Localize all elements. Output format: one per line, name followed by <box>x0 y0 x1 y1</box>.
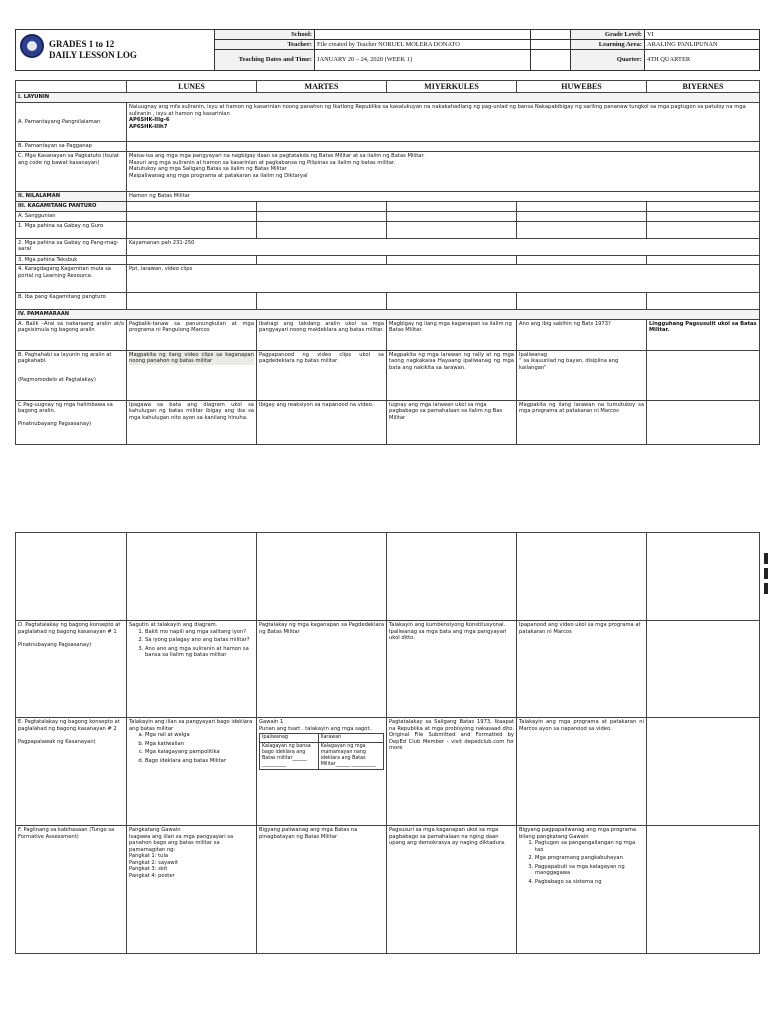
paghahabi-martes: Pagpapanood ng video clips ukol sa pagdedeklara ng batas militar <box>257 350 387 400</box>
pag-uugnay-miyerkules: Iugnay ang mga larawan ukol sa mga pagbabago sa pamahalaan sa ilalim ng Bas Militar <box>387 400 517 444</box>
paglinang-line: Pangkat 1: tula <box>129 853 169 859</box>
header-logo-cell <box>16 30 215 71</box>
bagong-konsepto-1-martes: Pagtalakay ng mga kaganapan sa Pagdedeklara ng Batas Militar <box>257 621 387 718</box>
page-edge-mark <box>764 553 768 564</box>
section-kagamitan: III. KAGAMITANG PANTURO <box>16 202 127 212</box>
pangyayari-intro: Talakayin ang iilan sa pangyayari bago ideklara ang batas militar <box>129 719 253 732</box>
bagong-konsepto-1-lunes <box>127 621 257 718</box>
grade-level-value: VI <box>645 30 760 40</box>
learning-area-label: Learning Area: <box>571 40 645 50</box>
row-label-balik-aral: A. Balik –Aral sa nakaraang aralin at/o pagsisimula ng bagong aralin <box>16 319 127 350</box>
school-value <box>315 30 531 40</box>
pag-uugnay-lunes: Ipagawa sa bata ang diagram ukol sa kahulugan ng batas militar ibigay ang iba sa mga kahulugan nito ayon sa kanilang hinuha. <box>127 400 257 444</box>
quarter-value: 4TH QUARTER <box>645 50 760 71</box>
paghahabi-lunes-cell <box>127 350 257 400</box>
section-layunin: I. LAYUNIN <box>16 93 760 103</box>
kasanayan-line: Matutukoy ang mga Saligang Batas sa ilalim ng Batas Militar <box>129 166 287 172</box>
gabay-mag-aaral-text: Kayamanan pah 231-250 <box>127 238 760 255</box>
row-label-bagong-konsepto-1 <box>16 621 127 718</box>
chart-col-ilarawan: Ilarawan <box>318 734 383 743</box>
paglinang-line: Pangkat 3: skit <box>129 866 168 872</box>
log-title <box>49 39 137 61</box>
diagram-question: 3. Ano ano ang mga suliranin at hamon sa bansa sa ilalim ng batas militar <box>145 646 254 659</box>
diagram-intro: Sagutin at talakayin ang diagram. <box>129 622 218 628</box>
day-header-martes: MARTES <box>257 81 387 93</box>
kasanayan-content <box>127 152 760 192</box>
title-line-1: GRADES 1 to 12 <box>49 39 115 49</box>
bagong-konsepto-1-huwebes: Ipapanood ang video ukol sa mga programa at patakaran ni Marcos <box>517 621 647 718</box>
row-label-sanggunian: A. Sanggunian <box>16 212 127 222</box>
paghahabi-lunes: Magpakita ng ilang video clips sa kaganapan noong panahon ng batas militar <box>129 351 254 364</box>
bagong-konsepto-1-label: D. Pagtatalakay ng bagong konsepto at paglalahad ng bagong kasanayan # 1 <box>18 622 121 635</box>
competency-code-2: AP6SHK-IIIh7 <box>129 123 168 130</box>
chart-cell-kalagayan-bansa: Kalagayan ng bansa bago ideklara ang Batas militar______ __________ <box>260 743 319 770</box>
paglinang-line: Isagawa ang iilan sa mga pangyayari sa panahon bago ang batas militar sa pamamagitan ng: <box>129 833 234 853</box>
paghahabi-huwebes-1: Ipaliwanag <box>519 351 548 358</box>
pag-uugnay-label: C.Pag-uugnay ng mga halimbawa sa bagong aralin. <box>18 401 113 414</box>
programa-item: 4. Pagbabago sa sistema ng <box>535 879 644 886</box>
bagong-konsepto-2-huwebes: Talakayin ang mga programa at patakaran ni Marcos ayon sa napanood sa video. <box>517 718 647 826</box>
section-pamamaraan: IV. PAMAMARAAN <box>16 310 760 320</box>
lesson-log-table-page-2 <box>15 532 760 954</box>
nilalaman-text: Hamon ng Batas Militar <box>127 192 760 202</box>
row-label-kasanayan: C. Mga Kasanayan sa Pagkatuto (Isulat ang code ng bawat kasanayan) <box>16 152 127 192</box>
row-label-iba-pang-kagamitan: B. Iba pang Kagamitang pangturo <box>16 293 127 310</box>
paghahabi-label: B. Paghahabi sa layunin ng aralin at pagkahabi. <box>18 351 112 364</box>
balik-aral-lunes: Pagbalik-tanaw sa panunungkulan at mga programa ni Pangulong Marcos <box>127 319 257 350</box>
kasanayan-line: Masuri ang mga suliranin at hamon sa kasarinlan at pagkabansa ng Pilipinas sa ilalim ng batas militar. <box>129 159 396 166</box>
diagram-question: 2. Sa iyong palagay ano ang batas militar? <box>145 637 254 644</box>
page-edge-mark <box>764 583 768 594</box>
programa-item: 3. Pagpapabuti sa mga kalagayan ng manggagawa <box>535 864 644 877</box>
school-label: School: <box>215 30 315 40</box>
diagram-question: 1. Bakit mo napili ang mga salitang iyon? <box>145 629 254 636</box>
balik-aral-miyerkules: Magbigay ng ilang mga kaganapan sa ilalim ng Batas Militar. <box>387 319 517 350</box>
programa-item: 2. Mga programang pangkabuhayan <box>535 855 644 862</box>
row-label-gabay-mag-aaral: 2. Mga pahina sa Gabay ng Pang-mag-aaral <box>16 238 127 255</box>
paglinang-line: Pangkatang Gawain <box>129 827 181 833</box>
teacher-label: Teacher: <box>215 40 315 50</box>
kasanayan-line: Maipaliwanag ang mga programa at patakaran sa ilalim ng Diktaryal <box>129 172 308 179</box>
teaching-dates-value: JANUARY 20 – 24, 2020 (WEEK 1) <box>315 50 531 71</box>
quarter-label: Quarter: <box>571 50 645 71</box>
paglinang-lunes <box>127 826 257 954</box>
bagong-konsepto-2-martes <box>257 718 387 826</box>
bagong-konsepto-1-sublabel: Pinatnubayang Pagsasanay) <box>18 642 92 648</box>
teaching-dates-label: Teaching Dates and Time: <box>215 50 315 71</box>
row-label-paglinang: F. Paglinang sa kabihasaan (Tungo sa Formative Assessment) <box>16 826 127 954</box>
kasanayan-line: Maisa-isa ang mga mga pangyayari na nagbigay daan sa pagtatakda ng Batas Militar at sa ilalim ng Batas Militar. <box>129 153 425 159</box>
pangyayari-item: b. Mga katiwalian <box>145 741 254 748</box>
paglinang-line: Pangkat 4: poster <box>129 872 175 879</box>
pangyayari-item: d. Bago ideklara ang batas Militar <box>145 758 254 765</box>
day-header-huwebes: HUWEBES <box>517 81 647 93</box>
bagong-konsepto-2-lunes <box>127 718 257 826</box>
paghahabi-huwebes-2: ” sa ikauunlad ng bayan, disiplina ang kailangan” <box>519 358 619 371</box>
bagong-konsepto-2-label: E. Pagtatalakay ng bagong konsepto at paglalahad ng bagong kasanayan # 2 <box>18 719 120 732</box>
row-label-pamantayan-pagganap: B. Pamantayan sa Pagganap <box>16 142 127 152</box>
karagdagang-kagamitan-text: Ppt, larawan, video clips <box>127 265 760 293</box>
pangyayari-item: c. Mga kalagayang pampolitika <box>145 749 254 756</box>
row-label-bagong-konsepto-2 <box>16 718 127 826</box>
row-label-paghahabi <box>16 350 127 400</box>
row-label-teksbuk: 3. Mga pahina Teksbuk <box>16 255 127 265</box>
row-label-pag-uugnay <box>16 400 127 444</box>
section-nilalaman: II. NILALAMAN <box>16 192 127 202</box>
balik-aral-huwebes: Ano ang ibig sabihin ng Bats 1973? <box>517 319 647 350</box>
title-line-2: DAILY LESSON LOG <box>49 50 137 60</box>
competency-code-1: AP6SHK-IIIg-6 <box>129 117 170 123</box>
programa-item: 1. Pagtugon sa pangangailangan ng mga tao <box>535 840 644 853</box>
paglinang-huwebes <box>517 826 647 954</box>
day-header-miyerkules: MIYERKULES <box>387 81 517 93</box>
bagong-konsepto-2-sublabel: Pagpapalawak ng Kasanayan) <box>18 739 96 745</box>
paglinang-miyerkules: Pagsusuri sa mga kaganapan ukol sa mga pagbabago sa pamahalaan na nging daan upang ang demokrasya ay naging diktadura. <box>387 826 517 954</box>
balik-aral-martes: Ibahagi ang takdang aralin ukol sa mga pangyayari noong maideklara ang batas militar. <box>257 319 387 350</box>
teacher-value: File created by Teacher NORUEL MOLERA DONATO <box>315 40 531 50</box>
header-table <box>15 29 760 71</box>
paglinang-huwebes-intro: Bigyang pagpapaliwanag ang mga programa bilang pangkatang Gawain <box>519 827 637 840</box>
row-label-pamantayang-pangnilalaman: A. Pamantayang Pangnilalaman <box>16 103 127 142</box>
bagong-konsepto-2-miyerkules: Pagtatalakay sa Saligang Batas 1973, Ikaapat na Republika at mga probisyong nakasaad dito. Original File Submitted and Formatted by DepEd Club Member - visit depedclub.com for more <box>387 718 517 826</box>
page-edge-mark <box>764 568 768 579</box>
pag-uugnay-sublabel: Pinatnubayang Pagsasanay) <box>18 420 92 427</box>
paghahabi-miyerkules: Magpakita ng mga larawan ng rally at ng mga taong nagkakaisa Hayaang ipaliwanag ng mga bata ang nakikita sa larawan. <box>387 350 517 400</box>
chart-cell-kalagayan-mamamayan: Kalagayan ng mga mamamayan nang ideklara ang Batas Militar______ __________ <box>318 743 383 770</box>
pamantayang-text: Naiuugnay ang mfa suliranin, isyu at hamon ng kasarinlan noong panahon ng Ikatlong Republika sa kasalukuyan na nakakahadlang ng pag-unlad ng bansa Nakapabibigay ng sariling pananaw tungkol sa mga pagtugon sa patuloy na mga suliranin , isyu at hamon ng kasarinlan <box>129 104 746 117</box>
row-label-gabay-guro: 1. Mga pahina sa Gabay ng Guro <box>16 221 127 238</box>
paglinang-martes: Bigyang paliwanag ang mga Batas na pinagbatayan ng Batas Militar <box>257 826 387 954</box>
pag-uugnay-martes: Ibigay ang reaksiyon sa napanood na video. <box>257 400 387 444</box>
pangyayari-item: a. Mga rali at welga <box>145 732 254 739</box>
learning-area-value: ARALING PANLIPUNAN <box>645 40 760 50</box>
paglinang-line: Pangkat 2: sayawit <box>129 859 178 866</box>
lesson-log-table-page-1 <box>15 80 760 445</box>
gawain-chart <box>259 733 384 770</box>
gawain-intro: Punan ang tsart . talakayin ang mga sagot. <box>259 725 372 732</box>
deped-seal-icon <box>20 34 44 58</box>
grade-level-label: Grade Level: <box>571 30 645 40</box>
balik-aral-biyernes: Lingguhang Pagsusulit ukol sa Batas Militar. <box>647 319 760 350</box>
pag-uugnay-huwebes: Magpakita ng ilang larawan na tumutukoy sa mga programa at patakaran ni Marcos <box>517 400 647 444</box>
day-header-lunes: LUNES <box>127 81 257 93</box>
row-label-karagdagang-kagamitan: 4. Karagdagang Kagamitan mula sa portal ng Learning Resource. <box>16 265 127 293</box>
day-header-biyernes: BIYERNES <box>647 81 760 93</box>
bagong-konsepto-1-miyerkules: Talakayin ang kumbensiyong Konstitusyonal. Ipaliwanag sa mga bata ang mga pangyayari ukol ditto. <box>387 621 517 718</box>
gawain-title: Gawain 1 <box>259 719 284 725</box>
chart-col-ipaliwanag: Ipaliwanag <box>260 734 319 743</box>
paghahabi-sublabel: (Pagmomodelo at Pagtalakay) <box>18 376 96 383</box>
paghahabi-huwebes-cell <box>517 350 647 400</box>
pamantayang-pangnilalaman-content <box>127 103 760 142</box>
